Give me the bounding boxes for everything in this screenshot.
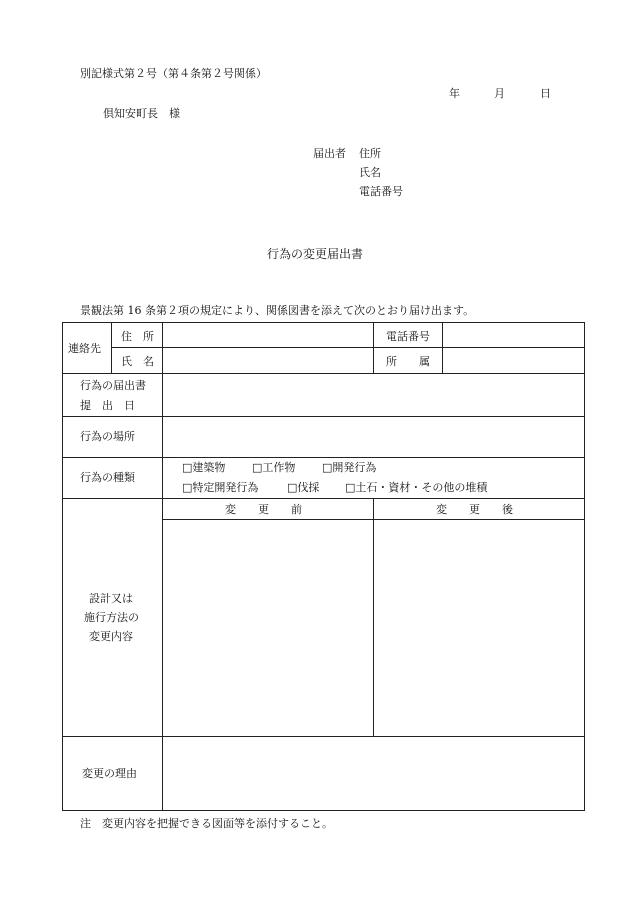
addressee: 倶知安町長 様	[103, 107, 180, 120]
date-year-label: 年	[449, 87, 460, 100]
contact-phone-label: 電話番号	[386, 330, 430, 343]
contact-phone-field[interactable]	[443, 323, 584, 347]
contact-label: 連絡先	[68, 342, 101, 355]
contact-affiliation-label: 所 属	[386, 355, 430, 368]
notifier-phone-label: 電話番号	[359, 185, 403, 198]
submission-date-label-line1: 行為の届出書	[80, 379, 146, 392]
type-option-structure[interactable]: □工作物	[252, 461, 296, 474]
notifier-name-label: 氏名	[359, 166, 381, 179]
date-day-label: 日	[540, 87, 551, 100]
before-change-field[interactable]	[163, 520, 373, 736]
contact-name-field[interactable]	[163, 348, 373, 373]
attachment-note: 注 変更内容を把握できる図面等を添付すること。	[80, 817, 333, 830]
reason-field[interactable]	[163, 737, 584, 810]
design-change-label-line1: 設計又は	[89, 592, 133, 605]
form-number: 別記様式第２号（第４条第２号関係）	[80, 67, 267, 80]
submission-date-label-line2: 提 出 日	[80, 399, 135, 412]
date-month-label: 月	[494, 87, 505, 100]
design-change-label-line3: 変更内容	[89, 630, 133, 643]
type-option-building[interactable]: □建築物	[182, 461, 226, 474]
type-option-stockpile[interactable]: □土石・資材・その他の堆積	[345, 481, 488, 494]
design-change-label-line2: 施行方法の	[84, 611, 139, 624]
contact-address-label: 住 所	[121, 330, 154, 343]
contact-affiliation-field[interactable]	[443, 348, 584, 373]
type-label: 行為の種類	[80, 471, 135, 484]
after-change-header: 変 更 後	[436, 503, 513, 516]
intro-text: 景観法第 16 条第２項の規定により、関係図書を添えて次のとおり届け出ます。	[80, 304, 475, 317]
type-option-specific-development[interactable]: □特定開発行為	[182, 481, 259, 494]
reason-label: 変更の理由	[82, 767, 137, 780]
contact-name-label: 氏 名	[121, 355, 154, 368]
document-title: 行為の変更届出書	[267, 247, 364, 261]
location-label: 行為の場所	[80, 430, 135, 443]
contact-address-field[interactable]	[163, 323, 373, 347]
type-option-development[interactable]: □開発行為	[322, 461, 377, 474]
submission-date-field[interactable]	[163, 374, 584, 416]
notifier-address-label: 住所	[359, 147, 381, 160]
before-change-header: 変 更 前	[225, 503, 302, 516]
after-change-field[interactable]	[374, 520, 584, 736]
type-option-logging[interactable]: □伐採	[287, 481, 320, 494]
location-field[interactable]	[163, 417, 584, 457]
notifier-label: 届出者	[313, 147, 346, 160]
